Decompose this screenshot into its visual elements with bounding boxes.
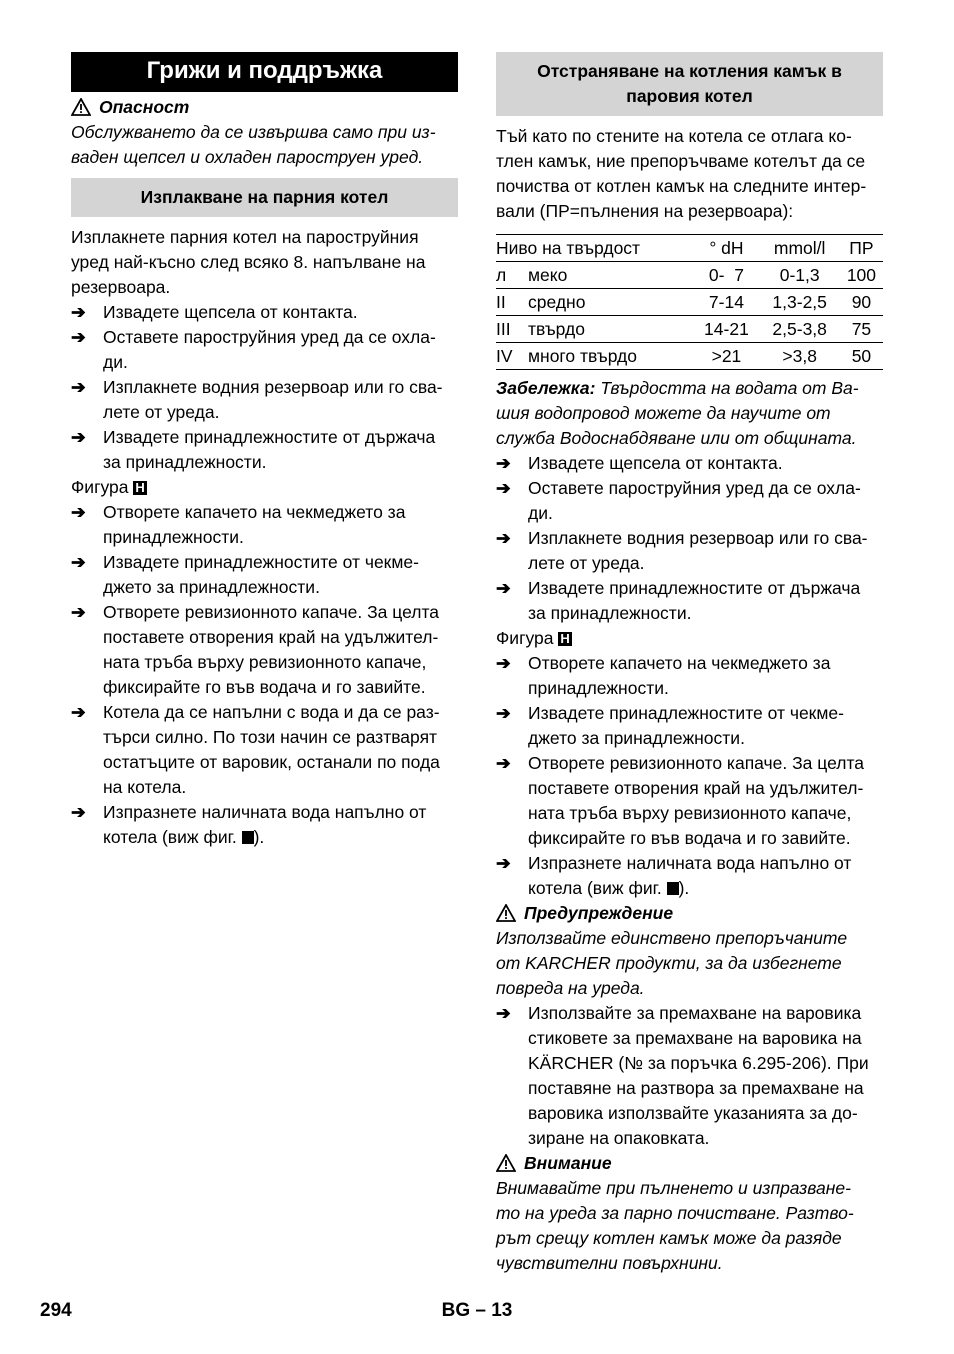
note-text: Твърдостта на водата от Ва-: [595, 378, 859, 398]
step-item: [71, 300, 458, 325]
caution-label: Внимание: [524, 1153, 612, 1173]
step-text: Отворете ревизионното капаче. За целта: [528, 753, 864, 773]
note-line: шия водопровод можете да научите от: [496, 403, 831, 423]
figure-label: Фигура: [71, 477, 129, 497]
step-text: лете от уреда.: [528, 553, 645, 573]
step-text: [528, 876, 883, 901]
arrow-right-icon: ➔: [496, 453, 511, 473]
step-text: на котела.: [103, 777, 187, 797]
step-item: [496, 701, 883, 751]
step-item: [71, 500, 458, 550]
page-title: Грижи и поддръжка: [71, 52, 458, 92]
table-cell: >3,8: [759, 343, 839, 370]
table-cell: много твърдо: [528, 343, 693, 370]
step-item: [496, 651, 883, 701]
figure-reference: [71, 475, 458, 500]
step-text-part: ).: [253, 827, 265, 847]
section-heading-line: паровия котел: [626, 86, 753, 106]
note-line: служба Водоснабдяване или от общината.: [496, 428, 857, 448]
section-heading: [496, 52, 883, 116]
step-item: [496, 476, 883, 526]
step-text: зиране на опаковката.: [528, 1128, 710, 1148]
step-text: Оставете пароструйния уред да се охла-: [103, 327, 436, 347]
step-text: Извадете щепсела от контакта.: [528, 453, 783, 473]
step-text-part: котела (виж фиг.: [528, 878, 667, 898]
step-text: търси силно. По този начин се разтварят: [103, 727, 438, 747]
step-text: Оставете пароструйния уред да се охла-: [528, 478, 861, 498]
step-item: [71, 550, 458, 600]
step-text: Изплакнете водния резервоар или го сва-: [528, 528, 868, 548]
step-text: поставете отворения край на удължител-: [528, 778, 864, 798]
step-text: поставете отворения край на удължител-: [103, 627, 439, 647]
step-text: Извадете принадлежностите от държача: [528, 578, 861, 598]
figure-label: Фигура: [496, 628, 554, 648]
table-cell: 75: [840, 316, 883, 343]
step-text: [103, 825, 458, 850]
table-cell: >21: [693, 343, 759, 370]
step-text: Извадете щепсела от контакта.: [103, 302, 358, 322]
step-item: [71, 325, 458, 375]
table-row: [496, 316, 883, 343]
step-text: Извадете принадлежностите от държача: [103, 427, 436, 447]
step-text: варовика използвайте указанията за до-: [528, 1103, 858, 1123]
table-row: [496, 262, 883, 289]
table-row: [496, 289, 883, 316]
table-header: ПР: [840, 235, 883, 262]
caution-text: Внимавайте при пълненето и изпразване-: [496, 1178, 851, 1198]
step-item: [71, 700, 458, 800]
danger-label: Опасност: [99, 97, 190, 117]
table-header: mmol/l: [759, 235, 839, 262]
table-cell: твърдо: [528, 316, 693, 343]
arrow-right-icon: ➔: [71, 327, 86, 347]
paragraph-line: почиства от котлен камък на следните интер-: [496, 176, 867, 196]
step-item: [496, 451, 883, 476]
arrow-right-icon: ➔: [496, 578, 511, 598]
paragraph-line: резервоара.: [71, 277, 171, 297]
step-text: Извадете принадлежностите от чекме-: [528, 703, 844, 723]
step-item: [496, 576, 883, 626]
table-cell: 100: [840, 262, 883, 289]
left-column: [71, 52, 458, 850]
arrow-right-icon: ➔: [496, 853, 511, 873]
step-item: [496, 751, 883, 851]
step-item: [71, 425, 458, 475]
step-text: Отворете капачето на чекмеджето за: [103, 502, 406, 522]
arrow-right-icon: ➔: [71, 802, 86, 822]
step-text: ди.: [103, 352, 128, 372]
table-cell: 90: [840, 289, 883, 316]
table-cell: II: [496, 289, 528, 316]
step-text: Изпразнете наличната вода напълно от: [103, 802, 427, 822]
section-heading: Изплакване на парния котел: [71, 178, 458, 217]
step-text: Извадете принадлежностите от чекме-: [103, 552, 419, 572]
table-cell: 0-1,3: [759, 262, 839, 289]
figure-letter-badge: H: [560, 631, 570, 646]
warning-label: Предупреждение: [524, 903, 674, 923]
table-cell: 1,3-2,5: [759, 289, 839, 316]
paragraph-line: уред най-късно след всяко 8. напълване на: [71, 252, 426, 272]
table-cell: меко: [528, 262, 693, 289]
arrow-right-icon: ➔: [496, 528, 511, 548]
step-text-part: котела (виж фиг.: [103, 827, 242, 847]
section-heading-line: Отстраняване на котления камък в: [537, 61, 842, 81]
table-cell: IV: [496, 343, 528, 370]
warning-heading: [496, 901, 883, 926]
table-cell: 0- 7: [693, 262, 759, 289]
step-text: поставяне на разтвора за премахване на: [528, 1078, 864, 1098]
footer-section-label: BG – 13: [441, 1300, 513, 1321]
table-header: ° dH: [693, 235, 759, 262]
figure-letter-badge: H: [135, 480, 145, 495]
arrow-right-icon: ➔: [496, 753, 511, 773]
arrow-right-icon: ➔: [496, 703, 511, 723]
step-text: джето за принадлежности.: [103, 577, 320, 597]
step-item: [496, 851, 883, 901]
step-text: принадлежности.: [103, 527, 244, 547]
table-cell: III: [496, 316, 528, 343]
caution-text: то на уреда за парно почистване. Разтво-: [496, 1203, 854, 1223]
step-text: ната тръба върху ревизионното капаче,: [528, 803, 852, 823]
table-cell: средно: [528, 289, 693, 316]
paragraph-line: Изплакнете парния котел на пароструйния: [71, 227, 419, 247]
warning-text: Използвайте единствено препоръчаните: [496, 928, 848, 948]
paragraph-line: вали (ПР=пълнения на резервоара):: [496, 201, 794, 221]
caution-heading: [496, 1151, 883, 1176]
step-text: остатъците от варовик, останали по пода: [103, 752, 440, 772]
step-item: [71, 600, 458, 700]
page-number: 294: [40, 1300, 72, 1321]
step-text-part: ).: [678, 878, 690, 898]
arrow-right-icon: ➔: [71, 302, 86, 322]
step-text: Отворете ревизионното капаче. За целта: [103, 602, 439, 622]
step-text: Отворете капачето на чекмеджето за: [528, 653, 831, 673]
arrow-right-icon: ➔: [71, 702, 86, 722]
danger-text: Обслужването да се извършва само при из-: [71, 122, 436, 142]
step-item: [496, 1001, 883, 1151]
table-cell: 14-21: [693, 316, 759, 343]
warning-text: от KARCHER продукти, за да избегнете: [496, 953, 842, 973]
note-label: Забележка:: [496, 378, 596, 398]
hardness-table: [496, 234, 883, 370]
step-text: стиковете за премахване на варовика на: [528, 1028, 862, 1048]
table-cell: л: [496, 262, 528, 289]
note-line: [496, 376, 883, 401]
table-cell: 50: [840, 343, 883, 370]
step-item: [496, 526, 883, 576]
step-text: джето за принадлежности.: [528, 728, 745, 748]
step-text: ди.: [528, 503, 553, 523]
arrow-right-icon: ➔: [496, 653, 511, 673]
step-text: принадлежности.: [528, 678, 669, 698]
step-text: Използвайте за премахване на варовика: [528, 1003, 862, 1023]
figure-i-badge: [242, 831, 254, 844]
step-text: за принадлежности.: [528, 603, 692, 623]
table-cell: 7-14: [693, 289, 759, 316]
step-text: фиксирайте го във водача и го завийте.: [528, 828, 851, 848]
right-column: [496, 52, 883, 1276]
caution-text: чувствителни повърхнини.: [496, 1253, 723, 1273]
table-header: Ниво на твърдост: [496, 235, 693, 262]
arrow-right-icon: ➔: [496, 1003, 511, 1023]
arrow-right-icon: ➔: [71, 502, 86, 522]
danger-text: ваден щепсел и охладен пароструен уред.: [71, 147, 424, 167]
figure-i-badge: [667, 882, 679, 895]
arrow-right-icon: ➔: [71, 427, 86, 447]
step-text: фиксирайте го във водача и го завийте.: [103, 677, 426, 697]
step-item: [71, 800, 458, 850]
caution-text: рът срещу котлен камък може да разяде: [496, 1228, 842, 1248]
step-text: Изпразнете наличната вода напълно от: [528, 853, 852, 873]
table-row: [496, 343, 883, 370]
step-text: Изплакнете водния резервоар или го сва-: [103, 377, 443, 397]
arrow-right-icon: ➔: [496, 478, 511, 498]
step-text: лете от уреда.: [103, 402, 220, 422]
step-text: за принадлежности.: [103, 452, 267, 472]
arrow-right-icon: ➔: [71, 377, 86, 397]
step-text: Котела да се напълни с вода и да се раз-: [103, 702, 440, 722]
figure-reference: [496, 626, 883, 651]
arrow-right-icon: ➔: [71, 552, 86, 572]
step-item: [71, 375, 458, 425]
paragraph-line: Тъй като по стените на котела се отлага ко-: [496, 126, 852, 146]
warning-text: повреда на уреда.: [496, 978, 645, 998]
table-header-row: [496, 235, 883, 262]
table-cell: 2,5-3,8: [759, 316, 839, 343]
danger-heading: [71, 95, 458, 120]
step-text: ната тръба върху ревизионното капаче,: [103, 652, 427, 672]
paragraph-line: тлен камък, ние препоръчваме котелът да се: [496, 151, 866, 171]
arrow-right-icon: ➔: [71, 602, 86, 622]
step-text: KÄRCHER (№ за поръчка 6.295-206). При: [528, 1053, 869, 1073]
